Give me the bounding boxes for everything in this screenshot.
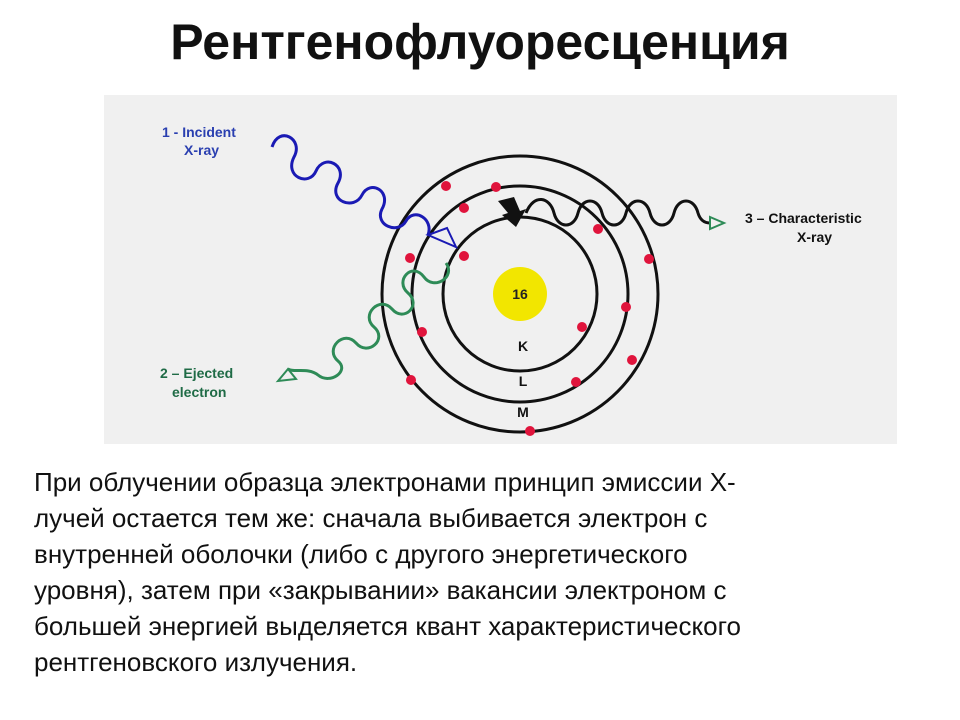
electron	[571, 377, 581, 387]
characteristic-label-line1: 3 – Characteristic	[745, 210, 862, 226]
electron	[621, 302, 631, 312]
electron	[405, 253, 415, 263]
ejected-label-line2: electron	[172, 384, 227, 400]
shell-l-label: L	[518, 373, 528, 389]
body-line: внутренней оболочки (либо с другого энергетического	[34, 539, 688, 569]
electron	[459, 203, 469, 213]
body-line: уровня), затем при «закрывании» вакансии электроном с	[34, 575, 727, 605]
electron	[627, 355, 637, 365]
slide-title: Рентгенофлуоресценция	[170, 14, 790, 70]
characteristic-label-line2: X-ray	[797, 229, 833, 245]
body-line: лучей остается тем же: сначала выбивается электрон с	[34, 503, 708, 533]
slide-body-text	[34, 464, 934, 680]
atom-diagram-svg	[104, 95, 897, 444]
electron	[577, 322, 587, 332]
shell-k-label: K	[517, 338, 529, 354]
electron	[459, 251, 469, 261]
electron	[644, 254, 654, 264]
ejected-electron-wave	[288, 263, 449, 378]
electron	[441, 181, 451, 191]
shell-m-label: M	[517, 404, 529, 420]
characteristic-xray-wave	[526, 199, 710, 225]
electron	[491, 182, 501, 192]
electron	[406, 375, 416, 385]
incident-label-line2: X-ray	[184, 142, 220, 158]
incident-xray-wave	[272, 136, 429, 235]
electron	[593, 224, 603, 234]
xrf-diagram	[104, 95, 897, 444]
electron	[417, 327, 427, 337]
body-line: рентгеновского излучения.	[34, 647, 358, 677]
nucleus-label: 16	[512, 286, 528, 302]
incident-label-line1: 1 - Incident	[162, 124, 236, 140]
characteristic-arrowhead	[710, 217, 724, 229]
ejected-label-line1: 2 – Ejected	[160, 365, 234, 381]
body-line: большей энергией выделяется квант характеристического	[34, 611, 741, 641]
transition-arrow-icon	[498, 197, 526, 227]
electron	[525, 426, 535, 436]
body-line: При облучении образца электронами принцип эмиссии Х-	[34, 467, 736, 497]
